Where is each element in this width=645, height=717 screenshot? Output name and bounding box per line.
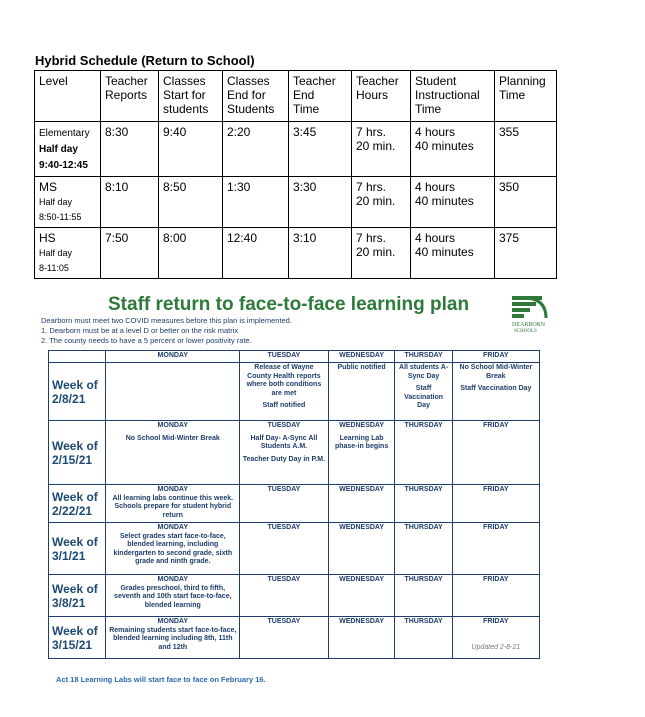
day-header: WEDNESDAY — [328, 351, 395, 363]
hybrid-schedule-table — [34, 70, 557, 279]
plan-note: 2. The county needs to have a 5 percent or lower positivity rate. — [41, 336, 252, 345]
logo-text: SCHOOLS — [514, 329, 537, 334]
plan-footnote: Act 18 Learning Labs will start face to face on February 16. — [56, 675, 266, 684]
minutes-text: 20 min. — [356, 139, 396, 153]
header-text: Time — [499, 88, 526, 102]
week-label — [49, 617, 106, 659]
table-row — [35, 228, 557, 279]
monday-cell — [106, 421, 240, 485]
day-header: TUESDAY — [240, 351, 329, 363]
level-name: HS — [39, 231, 56, 245]
header-text: Teacher — [293, 74, 336, 88]
plan-title: Staff return to face-to-face learning plan — [108, 294, 470, 315]
planning-cell: 355 — [495, 122, 557, 177]
wednesday-cell: WEDNESDAY — [328, 575, 395, 617]
day-header: TUESDAY — [267, 422, 301, 429]
teacher-end-cell: 3:10 — [289, 228, 352, 279]
friday-cell: FRIDAY — [452, 485, 539, 523]
header-text: Time — [415, 102, 442, 116]
tuesday-cell: TUESDAY — [240, 575, 329, 617]
header-student-instructional — [411, 71, 495, 122]
week-date: 2/22/21 — [52, 503, 93, 518]
week-date: 2/8/21 — [52, 391, 86, 406]
header-text: End — [293, 88, 315, 102]
wednesday-cell: Public notified — [328, 363, 395, 421]
week-label — [49, 363, 106, 421]
monday-cell — [106, 485, 240, 523]
hours-text: 7 hrs. — [356, 231, 387, 245]
header-text: Classes — [163, 74, 206, 88]
event-text: Half Day- A-Sync All Students A.M. — [250, 434, 318, 450]
header-text: Start for — [163, 88, 206, 102]
level-times: 8-11:05 — [39, 263, 69, 273]
classes-end-cell: 2:20 — [223, 122, 289, 177]
header-text: Time — [293, 102, 320, 116]
header-classes-end — [223, 71, 289, 122]
wednesday-cell — [328, 421, 395, 485]
day-header: THURSDAY — [395, 351, 452, 363]
classes-start-cell: 9:40 — [159, 122, 223, 177]
day-header: MONDAY — [157, 576, 189, 583]
day-header: MONDAY — [157, 486, 189, 493]
minutes-text: 20 min. — [356, 194, 396, 208]
tuesday-cell: TUESDAY — [240, 523, 329, 575]
week-row — [49, 485, 540, 523]
week-label-text: Week of — [52, 623, 98, 638]
logo-text: DEARBORN — [512, 322, 546, 328]
tuesday-cell — [240, 421, 329, 485]
hours-text: 7 hrs. — [356, 180, 387, 194]
wednesday-cell: WEDNESDAY — [328, 485, 395, 523]
monday-cell — [106, 575, 240, 617]
week-date: 3/15/21 — [52, 637, 93, 652]
header-teacher-end — [289, 71, 352, 122]
blank-header — [49, 351, 106, 363]
event-text: Staff Vaccination Day — [404, 385, 444, 409]
week-row — [49, 363, 540, 421]
week-label — [49, 575, 106, 617]
table-row — [35, 122, 557, 177]
monday-cell — [106, 523, 240, 575]
day-header: MONDAY — [157, 524, 189, 531]
week-label-text: Week of — [52, 489, 98, 504]
level-times: 9:40-12:45 — [39, 160, 88, 171]
minutes-text: 40 minutes — [415, 194, 474, 208]
week-label-text: Week of — [52, 438, 98, 453]
hours-text: 7 hrs. — [356, 125, 387, 139]
day-header: MONDAY — [157, 422, 189, 429]
plan-note: 1. Dearborn must be at a level D or better on the risk matrix — [41, 326, 239, 335]
week-date: 3/1/21 — [52, 548, 86, 563]
thursday-cell: THURSDAY — [395, 575, 452, 617]
tuesday-cell — [240, 363, 329, 421]
level-times: 8:50-11:55 — [39, 212, 82, 222]
classes-end-cell: 1:30 — [223, 177, 289, 228]
thursday-cell: THURSDAY — [395, 523, 452, 575]
header-text: Planning — [499, 74, 546, 88]
teacher-reports-cell: 8:30 — [101, 122, 159, 177]
header-text: Teacher — [105, 74, 148, 88]
header-text: Instructional — [415, 88, 480, 102]
week-label — [49, 421, 106, 485]
header-text: End for — [227, 88, 266, 102]
header-text: Teacher — [356, 74, 399, 88]
weekly-plan-grid — [48, 350, 540, 659]
teacher-hours-cell — [352, 177, 411, 228]
day-header: FRIDAY — [483, 618, 509, 625]
header-text: students — [163, 102, 209, 116]
level-name: MS — [39, 180, 57, 194]
thursday-cell: THURSDAY — [395, 617, 452, 659]
wednesday-cell: WEDNESDAY — [328, 523, 395, 575]
minutes-text: 20 min. — [356, 245, 396, 259]
teacher-end-cell: 3:45 — [289, 122, 352, 177]
header-classes-start — [159, 71, 223, 122]
monday-cell — [106, 617, 240, 659]
tuesday-cell: TUESDAY — [240, 485, 329, 523]
week-row — [49, 617, 540, 659]
level-note: Half day — [39, 248, 73, 258]
level-cell — [35, 228, 101, 279]
friday-cell: FRIDAY — [452, 523, 539, 575]
event-text: No School Mid-Winter Break — [459, 364, 533, 380]
grid-header-row — [49, 351, 540, 363]
teacher-reports-cell: 8:10 — [101, 177, 159, 228]
thursday-cell — [395, 363, 452, 421]
instructional-time-cell — [411, 228, 495, 279]
week-label — [49, 523, 106, 575]
header-teacher-reports — [101, 71, 159, 122]
header-text: Students — [227, 102, 275, 116]
minutes-text: 40 minutes — [415, 139, 474, 153]
instructional-time-cell — [411, 177, 495, 228]
event-text: Staff notified — [262, 402, 306, 409]
week-label-text: Week of — [52, 534, 98, 549]
hours-text: 4 hours — [415, 125, 456, 139]
event-text: No School Mid-Winter Break — [125, 434, 220, 442]
minutes-text: 40 minutes — [415, 245, 474, 259]
tuesday-cell: TUESDAY — [240, 617, 329, 659]
header-text: Student — [415, 74, 457, 88]
day-header: MONDAY — [106, 351, 240, 363]
hours-text: 4 hours — [415, 180, 456, 194]
day-header: WEDNESDAY — [339, 422, 385, 429]
level-name: Elementary — [39, 128, 90, 139]
teacher-hours-cell — [352, 122, 411, 177]
header-text: Classes — [227, 74, 270, 88]
week-row — [49, 523, 540, 575]
teacher-hours-cell — [352, 228, 411, 279]
dearborn-schools-logo — [510, 294, 554, 334]
week-row — [49, 421, 540, 485]
day-header: MONDAY — [157, 618, 189, 625]
instructional-time-cell — [411, 122, 495, 177]
level-note: Half day — [39, 144, 78, 155]
week-label — [49, 485, 106, 523]
friday-cell — [452, 617, 539, 659]
friday-cell: FRIDAY — [452, 421, 539, 485]
week-row — [49, 575, 540, 617]
event-text: Grades preschool, third to fifth, seventh and 10th start face-to-face, blended learning — [114, 584, 232, 609]
classes-end-cell: 12:40 — [223, 228, 289, 279]
week-label-text: Week of — [52, 377, 98, 392]
planning-cell: 350 — [495, 177, 557, 228]
classes-start-cell: 8:50 — [159, 177, 223, 228]
friday-cell — [452, 363, 539, 421]
planning-cell: 375 — [495, 228, 557, 279]
table-header-row — [35, 71, 557, 122]
teacher-reports-cell: 7:50 — [101, 228, 159, 279]
friday-cell: FRIDAY — [452, 575, 539, 617]
level-cell — [35, 122, 101, 177]
event-text: Release of Wayne County Health reports where both conditions are met — [246, 364, 322, 397]
return-plan-image — [30, 290, 558, 690]
updated-note: Updated 2-8-21 — [471, 643, 521, 651]
header-text: Hours — [356, 88, 389, 102]
header-level — [35, 71, 101, 122]
monday-cell — [106, 363, 240, 421]
header-teacher-hours — [352, 71, 411, 122]
teacher-end-cell: 3:30 — [289, 177, 352, 228]
week-date: 3/8/21 — [52, 595, 86, 610]
classes-start-cell: 8:00 — [159, 228, 223, 279]
table-row — [35, 177, 557, 228]
week-label-text: Week of — [52, 581, 98, 596]
thursday-cell: THURSDAY — [395, 485, 452, 523]
event-text: All learning labs continue this week. Schools prepare for student hybrid return — [112, 494, 234, 519]
week-date: 2/15/21 — [52, 452, 93, 467]
wednesday-cell: WEDNESDAY — [328, 617, 395, 659]
header-planning — [495, 71, 557, 122]
event-text: Staff Vaccination Day — [460, 385, 532, 392]
event-text: Select grades start face-to-face, blended learning, including kindergarten to second grade, sixth grade and ninth grade. — [113, 532, 233, 565]
level-cell — [35, 177, 101, 228]
header-text: Level — [39, 74, 68, 88]
header-text: Reports — [105, 88, 148, 102]
hours-text: 4 hours — [415, 231, 456, 245]
thursday-cell: THURSDAY — [395, 421, 452, 485]
event-text: All students A-Sync Day — [399, 364, 449, 380]
event-text: Learning Lab phase-in begins — [334, 434, 389, 450]
event-text: Remaining students start face-to-face, blended learning including 8th, 11th and 12th — [109, 626, 237, 651]
level-note: Half day — [39, 197, 73, 207]
document-title: Hybrid Schedule (Return to School) — [35, 53, 255, 68]
day-header: FRIDAY — [452, 351, 539, 363]
plan-note: Dearborn must meet two COVID measures before this plan is implemented. — [41, 316, 292, 325]
event-text: Teacher Duty Day in P.M. — [242, 455, 325, 463]
